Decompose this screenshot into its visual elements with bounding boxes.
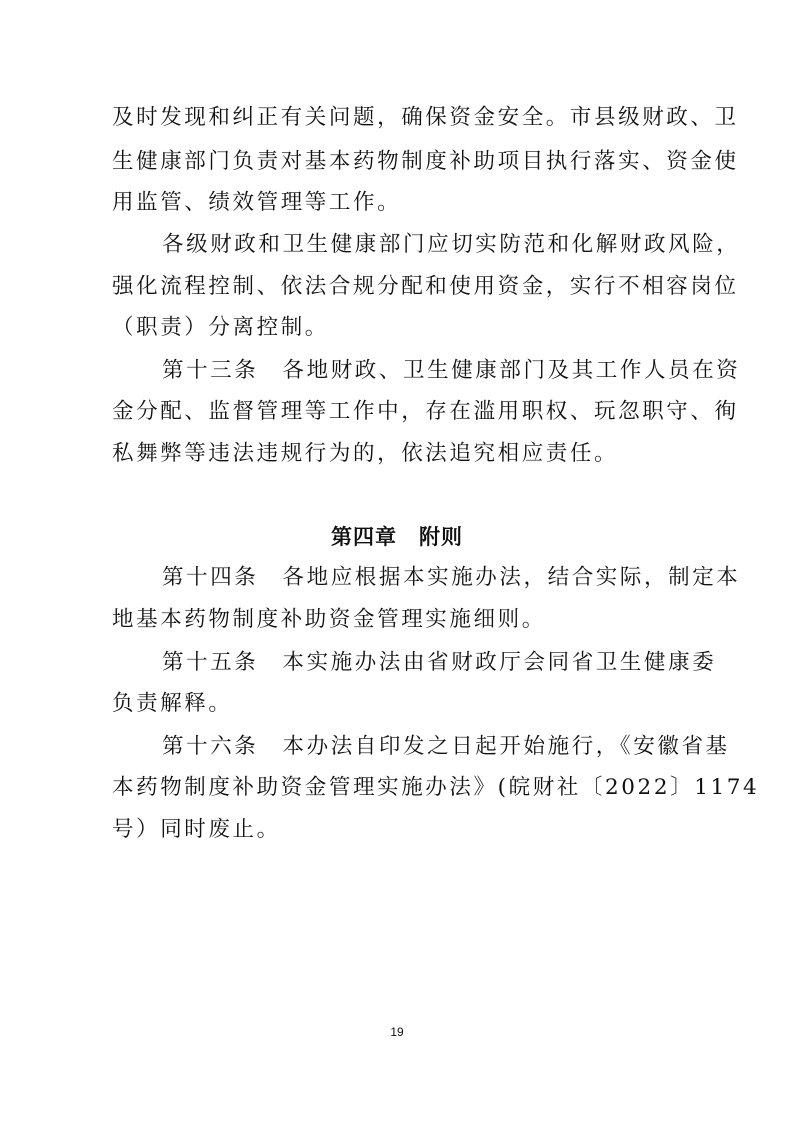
- article-14-line: 第十四条 各地应根据本实施办法，结合实际，制定本: [162, 565, 741, 590]
- text-line: 各级财政和卫生健康部门应切实防范和化解财政风险，: [162, 232, 741, 257]
- text-line: 负责解释。: [112, 691, 233, 716]
- text-line: 用监管、绩效管理等工作。: [112, 190, 402, 215]
- text-line: （职责）分离控制。: [112, 315, 329, 340]
- article-15-line: 第十五条 本实施办法由省财政厅会同省卫生健康委: [162, 650, 717, 675]
- chapter-heading: 第四章 附则: [331, 525, 463, 549]
- article-13-line: 第十三条 各地财政、卫生健康部门及其工作人员在资: [162, 358, 741, 383]
- text-line: 强化流程控制、依法合规分配和使用资金，实行不相容岗位: [112, 274, 739, 299]
- text-line: 生健康部门负责对基本药物制度补助项目执行落实、资金使: [112, 149, 739, 174]
- text-line: 私舞弊等违法违规行为的，依法追究相应责任。: [112, 441, 619, 466]
- text-line: 及时发现和纠正有关问题，确保资金安全。市县级财政、卫: [112, 105, 739, 130]
- text-line: 地基本药物制度补助资金管理实施细则。: [112, 607, 546, 632]
- text-line: 本药物制度补助资金管理实施办法》(皖财社〔2022〕1174: [112, 775, 760, 800]
- text-line: 号）同时废止。: [112, 817, 281, 842]
- text-line: 金分配、监督管理等工作中，存在滥用职权、玩忽职守、徇: [112, 399, 739, 424]
- page-number: 19: [390, 1025, 404, 1039]
- article-16-line: 第十六条 本办法自印发之日起开始施行，《安徽省基: [162, 734, 730, 759]
